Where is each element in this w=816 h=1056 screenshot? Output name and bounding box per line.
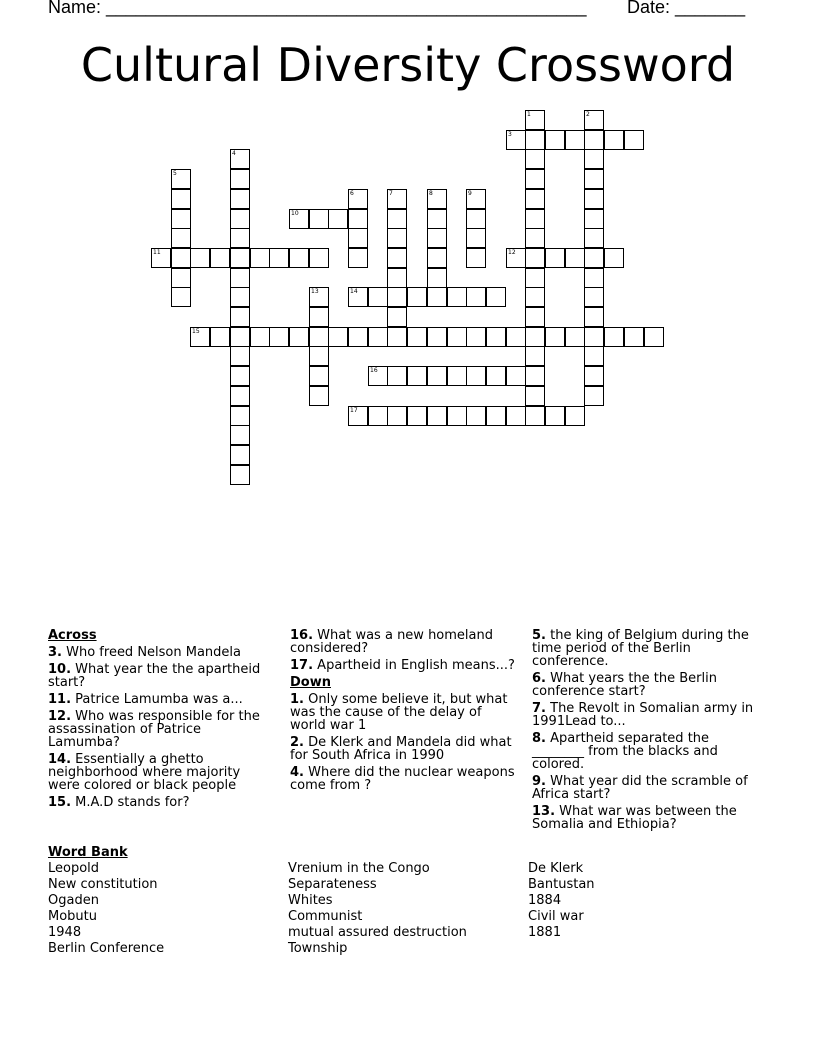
grid-cell[interactable]: [486, 406, 506, 426]
clue-across-17: [290, 659, 515, 672]
word-bank-item: Communist: [288, 909, 363, 924]
grid-cell-number: 16: [370, 367, 378, 374]
clue-number: 12.: [48, 709, 72, 724]
grid-cell[interactable]: [565, 248, 585, 268]
grid-cell[interactable]: [230, 228, 250, 248]
grid-cell[interactable]: [348, 327, 368, 347]
clue-down-2: [290, 736, 515, 762]
grid-cell[interactable]: [506, 406, 526, 426]
clue-across-11: [48, 693, 273, 706]
word-bank-column-2: [288, 861, 467, 957]
word-bank-column-1: [48, 861, 164, 957]
grid-cell-number: 3: [508, 131, 512, 138]
grid-cell[interactable]: [525, 366, 545, 386]
grid-cell[interactable]: [230, 169, 250, 189]
grid-cell-number: 5: [173, 170, 177, 177]
clue-text: De Klerk and Mandela did what for South Africa in 1990: [290, 735, 512, 763]
grid-cell[interactable]: [466, 366, 486, 386]
grid-cell[interactable]: [171, 209, 191, 229]
grid-cell[interactable]: [624, 130, 644, 150]
grid-cell[interactable]: [466, 248, 486, 268]
clue-number: 6.: [532, 671, 546, 686]
word-bank-item: New constitution: [48, 877, 158, 892]
grid-cell[interactable]: [525, 346, 545, 366]
clue-text: Who was responsible for the assassination of Patrice Lamumba?: [48, 709, 260, 750]
grid-cell[interactable]: [171, 248, 191, 268]
word-bank-item: De Klerk: [528, 861, 584, 876]
grid-cell[interactable]: [525, 386, 545, 406]
grid-cell[interactable]: [447, 327, 467, 347]
clue-across-12: [48, 710, 273, 749]
clue-down-4: [290, 766, 515, 792]
grid-cell[interactable]: [427, 228, 447, 248]
grid-cell-number: 17: [350, 407, 358, 414]
grid-cell[interactable]: [407, 327, 427, 347]
grid-cell[interactable]: [387, 287, 407, 307]
grid-cell[interactable]: [486, 287, 506, 307]
grid-cell[interactable]: [387, 248, 407, 268]
clue-down-7: [532, 702, 757, 728]
grid-cell[interactable]: [368, 406, 388, 426]
grid-cell[interactable]: [427, 209, 447, 229]
clue-number: 10.: [48, 662, 72, 677]
grid-cell[interactable]: [584, 228, 604, 248]
grid-cell[interactable]: [447, 406, 467, 426]
grid-cell[interactable]: [584, 189, 604, 209]
grid-cell-number: 11: [153, 249, 161, 256]
clue-down-1: [290, 693, 515, 732]
grid-cell[interactable]: [565, 406, 585, 426]
grid-cell[interactable]: [584, 209, 604, 229]
grid-cell[interactable]: [466, 327, 486, 347]
clues-column-3: [532, 629, 757, 835]
clue-number: 11.: [48, 692, 72, 707]
grid-cell[interactable]: [289, 327, 309, 347]
grid-cell[interactable]: [525, 287, 545, 307]
grid-cell[interactable]: [427, 327, 447, 347]
grid-cell[interactable]: [525, 209, 545, 229]
grid-cell[interactable]: [584, 287, 604, 307]
clue-text: Essentially a ghetto neighborhood where majority were colored or black people: [48, 752, 241, 793]
grid-cell[interactable]: [269, 248, 289, 268]
clues-column-1: [48, 629, 273, 813]
grid-cell[interactable]: [210, 248, 230, 268]
word-bank-item: Bantustan: [528, 877, 595, 892]
grid-cell[interactable]: [269, 327, 289, 347]
grid-cell[interactable]: [525, 268, 545, 288]
word-bank-item: 1881: [528, 925, 562, 940]
grid-cell[interactable]: [230, 346, 250, 366]
clue-text: Where did the nuclear weapons come from ?: [290, 765, 515, 793]
grid-cell[interactable]: [545, 406, 565, 426]
grid-cell[interactable]: [230, 406, 250, 426]
grid-cell[interactable]: [525, 307, 545, 327]
grid-cell[interactable]: [309, 248, 329, 268]
grid-cell-number: 2: [586, 111, 590, 118]
grid-cell[interactable]: [584, 307, 604, 327]
grid-cell[interactable]: [545, 327, 565, 347]
word-bank-item: 1948: [48, 925, 82, 940]
clue-text: What years the the Berlin conference start?: [532, 671, 717, 699]
word-bank-item: Civil war: [528, 909, 584, 924]
clue-text: Apartheid in English means...?: [317, 658, 515, 673]
grid-cell[interactable]: [584, 268, 604, 288]
clue-number: 5.: [532, 628, 546, 643]
grid-cell-number: 10: [291, 210, 299, 217]
grid-cell[interactable]: [387, 406, 407, 426]
grid-cell[interactable]: [506, 327, 526, 347]
grid-cell[interactable]: [348, 228, 368, 248]
across-heading: Across: [48, 628, 97, 643]
grid-cell[interactable]: [387, 209, 407, 229]
clue-down-13: [532, 805, 757, 831]
clue-number: 4.: [290, 765, 304, 780]
word-bank-item: Whites: [288, 893, 333, 908]
grid-cell[interactable]: [309, 327, 329, 347]
grid-cell[interactable]: [525, 406, 545, 426]
grid-cell[interactable]: [407, 366, 427, 386]
clue-text: M.A.D stands for?: [75, 795, 190, 810]
clue-text: Who freed Nelson Mandela: [66, 645, 242, 660]
clue-text: Only some believe it, but what was the cause of the delay of world war 1: [290, 692, 508, 733]
grid-cell[interactable]: [525, 327, 545, 347]
grid-cell[interactable]: [387, 268, 407, 288]
grid-cell[interactable]: [525, 228, 545, 248]
grid-cell[interactable]: [230, 248, 250, 268]
grid-cell[interactable]: [328, 209, 348, 229]
grid-cell[interactable]: [368, 327, 388, 347]
grid-cell[interactable]: [584, 248, 604, 268]
grid-cell[interactable]: [525, 248, 545, 268]
clue-number: 17.: [290, 658, 314, 673]
grid-cell[interactable]: [230, 189, 250, 209]
clue-text: the king of Belgium during the time period of the Berlin conference.: [532, 628, 749, 669]
grid-cell[interactable]: [250, 327, 270, 347]
grid-cell[interactable]: [624, 327, 644, 347]
grid-cell[interactable]: [427, 268, 447, 288]
grid-cell[interactable]: [348, 209, 368, 229]
grid-cell[interactable]: [171, 268, 191, 288]
grid-cell[interactable]: [230, 386, 250, 406]
grid-cell[interactable]: [466, 228, 486, 248]
clues-column-2: [290, 629, 515, 796]
grid-cell[interactable]: [387, 228, 407, 248]
grid-cell[interactable]: [309, 366, 329, 386]
grid-cell[interactable]: [427, 248, 447, 268]
grid-cell[interactable]: [584, 346, 604, 366]
grid-cell[interactable]: [230, 465, 250, 485]
grid-cell[interactable]: [545, 130, 565, 150]
grid-cell[interactable]: [309, 307, 329, 327]
clue-number: 3.: [48, 645, 62, 660]
grid-cell[interactable]: [190, 248, 210, 268]
grid-cell[interactable]: [230, 327, 250, 347]
clue-text: What year the the apartheid start?: [48, 662, 261, 690]
clue-across-16: [290, 629, 515, 655]
grid-cell-number: 8: [429, 190, 433, 197]
grid-cell[interactable]: [466, 209, 486, 229]
grid-cell[interactable]: [466, 406, 486, 426]
clue-number: 2.: [290, 735, 304, 750]
grid-cell[interactable]: [289, 248, 309, 268]
grid-cell[interactable]: [407, 406, 427, 426]
clue-down-6: [532, 672, 757, 698]
grid-cell[interactable]: [328, 327, 348, 347]
grid-cell[interactable]: [604, 327, 624, 347]
grid-cell[interactable]: [584, 386, 604, 406]
grid-cell[interactable]: [486, 327, 506, 347]
clue-text: What was a new homeland considered?: [290, 628, 493, 656]
grid-cell[interactable]: [447, 366, 467, 386]
word-bank-item: mutual assured destruction: [288, 925, 467, 940]
word-bank-item: Vrenium in the Congo: [288, 861, 430, 876]
grid-cell[interactable]: [230, 209, 250, 229]
grid-cell[interactable]: [506, 366, 526, 386]
clue-across-10: [48, 663, 273, 689]
clue-across-14: [48, 753, 273, 792]
clue-across-15: [48, 796, 273, 809]
word-bank-column-3: [528, 861, 595, 941]
grid-cell[interactable]: [309, 209, 329, 229]
grid-cell[interactable]: [171, 287, 191, 307]
grid-cell-number: 6: [350, 190, 354, 197]
grid-cell-number: 15: [192, 328, 200, 335]
clue-across-3: [48, 646, 273, 659]
grid-cell[interactable]: [604, 130, 624, 150]
grid-cell[interactable]: [230, 307, 250, 327]
grid-cell-number: 4: [232, 150, 236, 157]
clue-number: 16.: [290, 628, 314, 643]
clue-number: 7.: [532, 701, 546, 716]
grid-cell[interactable]: [250, 248, 270, 268]
grid-cell[interactable]: [230, 268, 250, 288]
grid-cell[interactable]: [525, 169, 545, 189]
grid-cell-number: 13: [311, 288, 319, 295]
clue-text: Apartheid separated the ________ from the blacks and colored.: [532, 731, 718, 772]
grid-cell[interactable]: [525, 130, 545, 150]
word-bank-item: Township: [288, 941, 348, 956]
word-bank-item: Ogaden: [48, 893, 99, 908]
grid-cell[interactable]: [309, 346, 329, 366]
grid-cell[interactable]: [565, 130, 585, 150]
clue-number: 14.: [48, 752, 72, 767]
grid-cell[interactable]: [230, 425, 250, 445]
word-bank-heading: Word Bank: [48, 845, 128, 860]
grid-cell[interactable]: [644, 327, 664, 347]
clue-down-9: [532, 775, 757, 801]
grid-cell[interactable]: [210, 327, 230, 347]
page-title: Cultural Diversity Crossword: [80, 38, 736, 92]
grid-cell-number: 14: [350, 288, 358, 295]
grid-cell[interactable]: [486, 366, 506, 386]
grid-cell-number: 12: [508, 249, 516, 256]
grid-cell[interactable]: [171, 189, 191, 209]
clue-text: What war was between the Somalia and Ethiopia?: [532, 804, 737, 832]
clue-down-8: [532, 732, 757, 771]
grid-cell[interactable]: [368, 287, 388, 307]
grid-cell[interactable]: [565, 327, 585, 347]
clue-text: Patrice Lamumba was a...: [75, 692, 243, 707]
clue-number: 13.: [532, 804, 556, 819]
grid-cell[interactable]: [230, 287, 250, 307]
grid-cell[interactable]: [584, 366, 604, 386]
clue-number: 15.: [48, 795, 72, 810]
grid-cell[interactable]: [525, 149, 545, 169]
grid-cell[interactable]: [525, 189, 545, 209]
grid-cell[interactable]: [348, 248, 368, 268]
word-bank-item: Berlin Conference: [48, 941, 165, 956]
date-field[interactable]: Date: _______: [627, 0, 746, 17]
grid-cell[interactable]: [545, 248, 565, 268]
grid-cell-number: 9: [468, 190, 472, 197]
grid-cell[interactable]: [584, 327, 604, 347]
grid-cell-number: 1: [527, 111, 531, 118]
grid-cell[interactable]: [584, 130, 604, 150]
grid-cell[interactable]: [407, 287, 427, 307]
clue-number: 1.: [290, 692, 304, 707]
grid-cell[interactable]: [427, 366, 447, 386]
grid-cell[interactable]: [171, 228, 191, 248]
name-field[interactable]: Name: ________________________________________________: [48, 0, 587, 17]
word-bank-item: Leopold: [48, 861, 100, 876]
clue-number: 9.: [532, 774, 546, 789]
grid-cell[interactable]: [230, 366, 250, 386]
grid-cell[interactable]: [584, 149, 604, 169]
grid-cell[interactable]: [309, 386, 329, 406]
word-bank-item: 1884: [528, 893, 562, 908]
clue-down-5: [532, 629, 757, 668]
grid-cell[interactable]: [604, 248, 624, 268]
clue-number: 8.: [532, 731, 546, 746]
clue-text: What year did the scramble of Africa start?: [532, 774, 748, 802]
grid-cell[interactable]: [584, 169, 604, 189]
clue-text: The Revolt in Somalian army in 1991Lead to...: [532, 701, 754, 729]
grid-cell[interactable]: [230, 445, 250, 465]
word-bank-item: Separateness: [288, 877, 377, 892]
grid-cell[interactable]: [447, 287, 467, 307]
down-heading: Down: [290, 675, 331, 690]
grid-cell[interactable]: [427, 406, 447, 426]
word-bank-item: Mobutu: [48, 909, 97, 924]
grid-cell[interactable]: [387, 366, 407, 386]
grid-cell[interactable]: [387, 327, 407, 347]
grid-cell[interactable]: [466, 287, 486, 307]
grid-cell-number: 7: [389, 190, 393, 197]
grid-cell[interactable]: [427, 287, 447, 307]
grid-cell[interactable]: [387, 307, 407, 327]
